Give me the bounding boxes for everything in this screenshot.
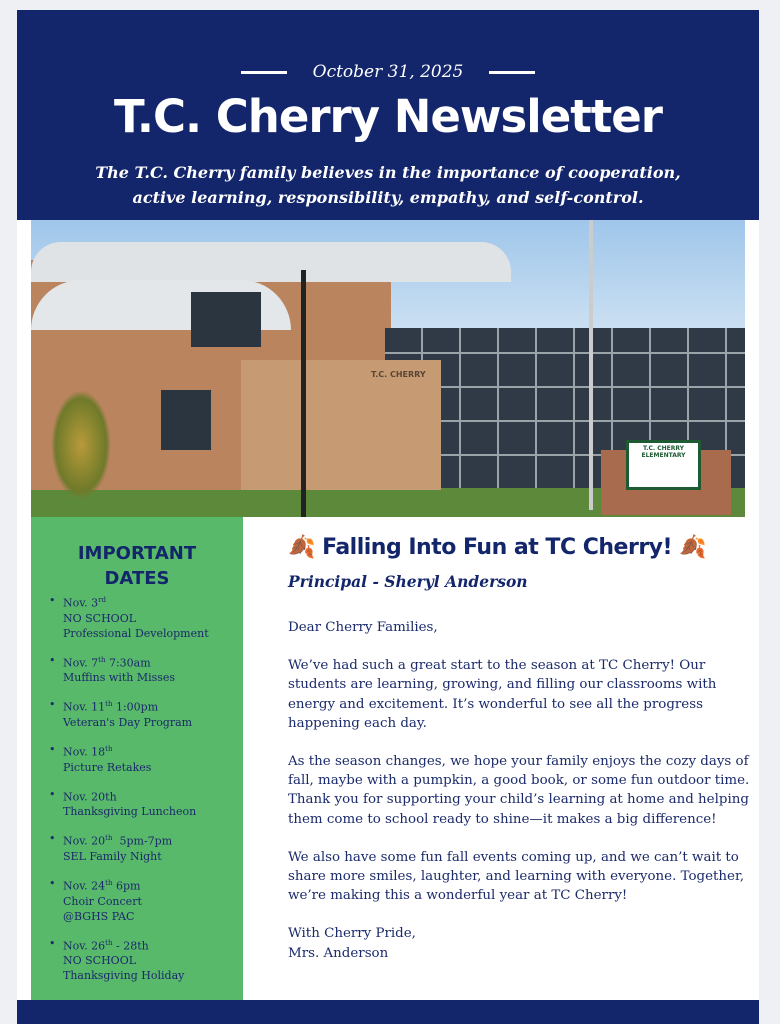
footer-bar [17, 1000, 759, 1024]
tagline-line: active learning, responsibility, empathy, and self-control. [132, 188, 644, 207]
school-building-photo [31, 220, 745, 517]
divider [489, 71, 535, 74]
header-banner [17, 10, 759, 220]
article-body [288, 618, 758, 963]
issue-date: October 31, 2025 [312, 62, 464, 82]
date-item [49, 936, 243, 984]
closing: With Cherry Pride, [288, 926, 416, 942]
paragraph: We also have some fun fall events coming up, and we can’t wait to share more smiles, laughter, and learning with everyone. Together, we’re making this a wonderful year at TC Cherry! [288, 849, 745, 904]
date: Nov. 26 [63, 939, 106, 953]
principal-article [288, 535, 758, 963]
date-item [49, 831, 243, 864]
entrance-tower [351, 360, 441, 490]
newsletter-page [17, 10, 759, 1024]
metal-roof [31, 242, 511, 282]
important-dates-sidebar [31, 517, 243, 1000]
headline-text: Falling Into Fun at TC Cherry! [322, 535, 673, 560]
event-line: Picture Retakes [63, 760, 152, 774]
sidebar-title-line: IMPORTANT [77, 543, 197, 564]
arcade [241, 360, 351, 490]
byline: Principal - Sheryl Anderson [288, 572, 528, 591]
date: Nov. 24 [63, 879, 106, 893]
date: Nov. 3 [63, 596, 99, 610]
date: Nov. 20 [63, 834, 106, 848]
event-line: @BGHS PAC [63, 909, 135, 923]
date-suffix: th [105, 834, 113, 843]
marquee-sign: T.C. CHERRY ELEMENTARY [626, 440, 701, 490]
lamp-post [301, 270, 306, 517]
event-line: Veteran's Day Program [63, 715, 193, 729]
date-heading [63, 831, 243, 849]
tagline [17, 160, 759, 210]
date: Nov. 18 [63, 745, 106, 759]
time: 7:30am [105, 656, 151, 670]
date-item [49, 697, 243, 730]
date-heading [63, 787, 243, 805]
time: - 28th [112, 939, 149, 953]
divider [241, 71, 287, 74]
date-item [49, 742, 243, 775]
tree [51, 390, 111, 500]
salutation: Dear Cherry Families, [288, 620, 438, 635]
building-sign: T.C. CHERRY [371, 370, 426, 379]
date-suffix: th [105, 938, 113, 947]
date: Nov. 20th [63, 790, 117, 804]
date-suffix: th [105, 700, 113, 709]
sidebar-title [31, 541, 243, 591]
arched-window [191, 292, 261, 347]
date-heading [63, 936, 243, 954]
date-suffix: th [105, 744, 113, 753]
signature: Mrs. Anderson [288, 945, 389, 961]
date-heading [63, 876, 243, 894]
date-item [49, 653, 243, 686]
date-row [17, 62, 759, 82]
tagline-line: The T.C. Cherry family believes in the importance of cooperation, [95, 163, 681, 182]
date-item [49, 876, 243, 924]
event-line: Thanksgiving Luncheon [63, 805, 197, 819]
paragraph: We’ve had such a great start to the season at TC Cherry! Our students are learning, growing, and filling our classrooms with energy and excitement. It’s wonderful to see all the progress happening each day. [288, 658, 717, 731]
flagpole [589, 220, 593, 510]
article-headline [288, 535, 758, 560]
event-line: NO SCHOOL [63, 954, 137, 968]
paragraph: As the season changes, we hope your family enjoys the cozy days of fall, maybe with a pumpkin, a good book, or some fun outdoor time. Thank you for supporting your child’s learning at home and helping them come to school ready to shine—it makes a big difference! [288, 754, 750, 827]
time: 6pm [112, 879, 141, 893]
event-line: Professional Development [63, 626, 209, 640]
date-suffix: th [98, 655, 106, 664]
date-heading [63, 593, 243, 611]
date-heading [63, 697, 243, 715]
dates-list [31, 593, 243, 983]
window [161, 390, 211, 450]
time: 5pm-7pm [112, 834, 173, 848]
event-line: SEL Family Night [63, 849, 162, 863]
date: Nov. 11 [63, 700, 106, 714]
date-item [49, 593, 243, 641]
sidebar-title-line: DATES [104, 568, 170, 589]
leaf-icon: 🍂 [679, 535, 707, 560]
date-suffix: rd [98, 596, 106, 604]
event-line: Muffins with Misses [63, 671, 176, 685]
date-suffix: th [105, 878, 113, 887]
event-line: Choir Concert [63, 894, 142, 908]
date: Nov. 7 [63, 656, 99, 670]
event-line: NO SCHOOL [63, 611, 137, 625]
event-line: Thanksgiving Holiday [63, 969, 185, 983]
date-item [49, 787, 243, 820]
marquee-base [601, 445, 731, 515]
leaf-icon: 🍂 [288, 535, 315, 560]
time: 1:00pm [112, 700, 159, 714]
newsletter-title: T.C. Cherry Newsletter [114, 90, 662, 143]
date-heading [63, 742, 243, 760]
date-heading [63, 653, 243, 671]
